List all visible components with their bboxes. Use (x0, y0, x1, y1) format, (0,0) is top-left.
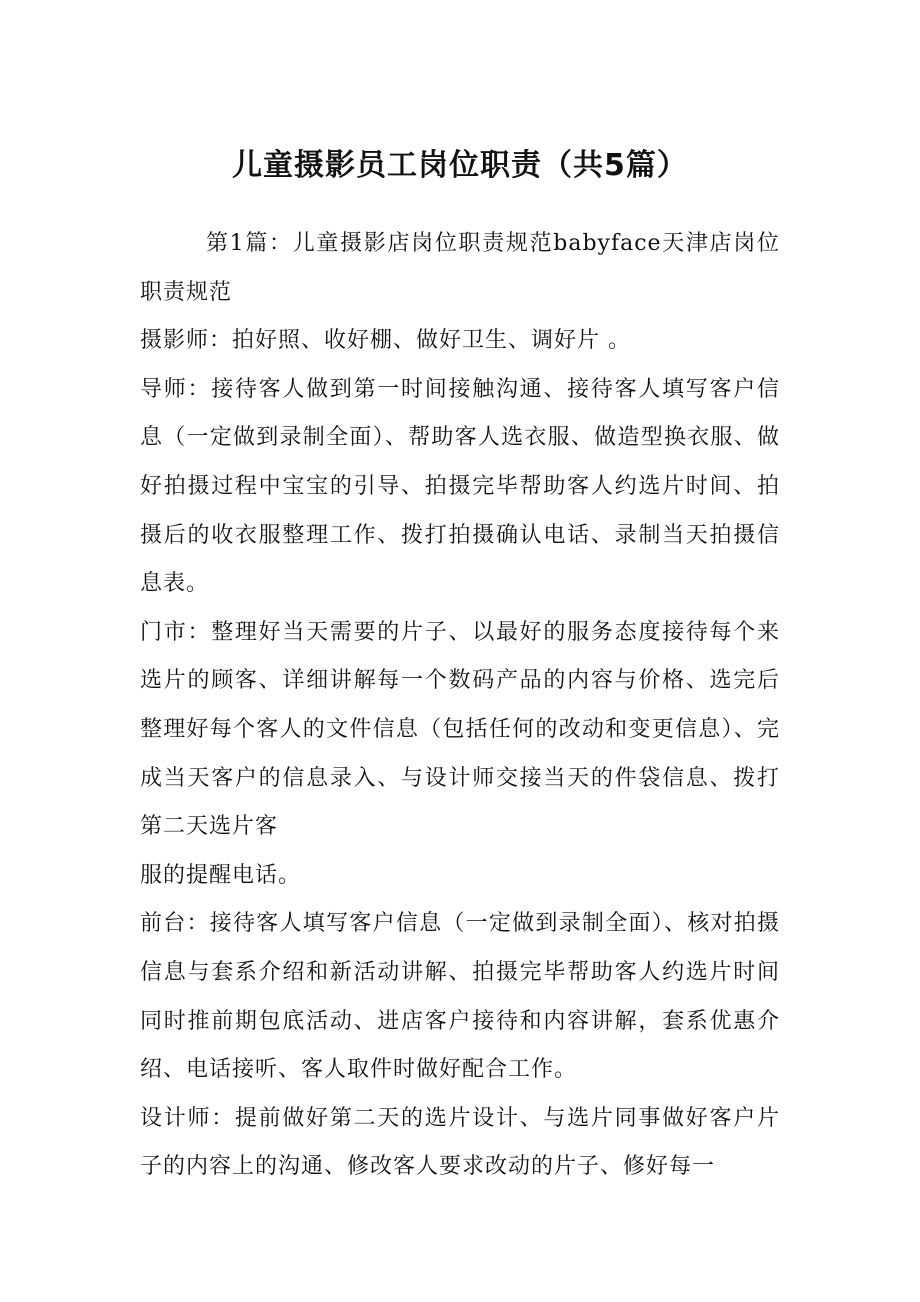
document-title: 儿童摄影员工岗位职责（共5篇） (232, 148, 688, 183)
paragraph-chapter-heading: 第1篇：儿童摄影店岗位职责规范babyface天津店岗位职责规范 (140, 231, 780, 305)
paragraph-photographer: 摄影师：拍好照、收好棚、做好卫生、调好片 。 (140, 328, 631, 354)
paragraph-mentor: 导师：接待客人做到第一时间接触沟通、接待客人填写客户信息（一定做到录制全面）、帮助客人选衣服、做造型换衣服、做好拍摄过程中宝宝的引导、拍摄完毕帮助客人约选片时间、拍摄后的收衣服整理工作、拨打拍摄确认电话、录制当天拍摄信息表。 (140, 376, 780, 597)
paragraph-designer: 设计师：提前做好第二天的选片设计、与选片同事做好客户片子的内容上的沟通、修改客人要求改动的片子、修好每一 (140, 1105, 780, 1180)
paragraph-front-desk: 前台：接待客人填写客户信息（一定做到录制全面）、核对拍摄信息与套系介绍和新活动讲解、拍摄完毕帮助客人约选片时间同时推前期包底活动、进店客户接待和内容讲解，套系优惠介绍、电话接听、客人取件时做好配合工作。 (140, 911, 780, 1083)
paragraph-storefront-continued: 服的提醒电话。 (140, 862, 302, 888)
paragraph-storefront: 门市：整理好当天需要的片子、以最好的服务态度接待每个来选片的顾客、详细讲解每一个数码产品的内容与价格、选完后整理好每个客人的文件信息（包括任何的改动和变更信息）、完成当天客户的信息录入、与设计师交接当天的件袋信息、拨打第二天选片客 (140, 619, 780, 840)
document-body (140, 220, 780, 1192)
